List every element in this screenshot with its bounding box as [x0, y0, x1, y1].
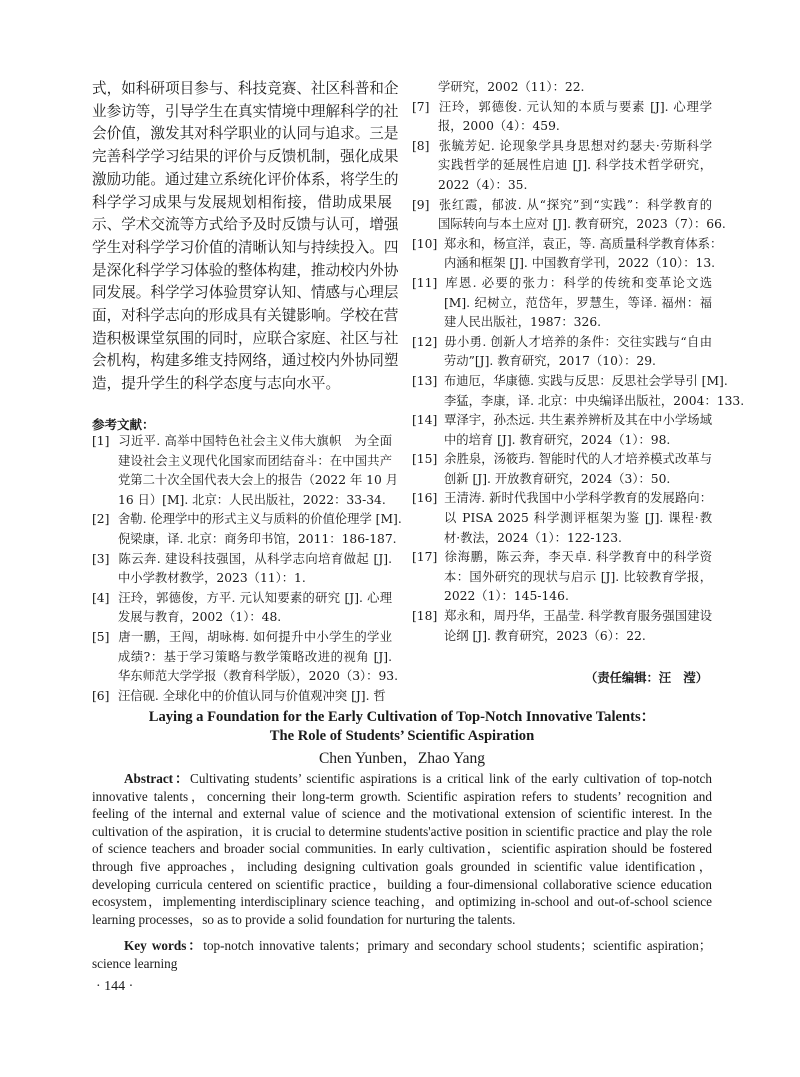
english-authors: Chen Yunben，Zhao Yang: [318, 750, 486, 767]
english-title-line-2: The Role of Students’ Scientific Aspiration: [269, 728, 535, 744]
reference-line: [412, 156, 712, 176]
reference-text: 张红霞，郁波. 从“探究”到“实践”：科学教育的: [438, 197, 712, 212]
reference-text: 毋小勇. 创新人才培养的条件：交往实践与“自由: [444, 334, 712, 349]
english-abstract: [92, 770, 712, 928]
reference-text: 建设社会主义现代化国家而团结奋斗：在中国共产: [118, 453, 392, 468]
reference-text: 倪梁康，译. 北京：商务印书馆，2011：186-187.: [118, 531, 397, 546]
reference-text: 汪玲，郭德俊，方平. 元认知要素的研究 [J]. 心理: [118, 590, 392, 605]
reference-item: [412, 489, 712, 548]
reference-number: [16]: [412, 491, 438, 506]
reference-item: [92, 550, 392, 589]
reference-text: 发展与教育，2002（1）：48.: [118, 610, 282, 625]
reference-line: [412, 117, 712, 137]
reference-item: [92, 589, 392, 628]
reference-line: [412, 352, 712, 372]
reference-number: [4]: [92, 590, 110, 605]
reference-item: [92, 432, 399, 510]
reference-number: [1]: [92, 434, 110, 448]
body-line: 完善科学学习结果的评价与反馈机制，强化成果: [92, 148, 399, 166]
reference-line: [92, 589, 392, 609]
reference-number: [7]: [412, 99, 430, 114]
reference-line: [92, 471, 399, 491]
reference-text: 布迪厄，华康德. 实践与反思：反思社会学导引 [M].: [444, 373, 728, 388]
body-line: 会价值，激发其对科学职业的认同与追求。三是: [92, 125, 399, 143]
reference-item: [412, 411, 712, 450]
reference-line: [412, 235, 723, 255]
reference-line: [412, 294, 712, 314]
reference-number: [3]: [92, 551, 110, 566]
reference-line: [412, 274, 712, 294]
english-title: [92, 708, 712, 746]
reference-number: [5]: [92, 629, 110, 644]
reference-line: [92, 491, 392, 511]
abstract-text: Cultivating students’ scientific aspirations is a critical link of the early cultivation of top-notch innovative talents，concerning their long-term growth. Scientific aspiration refers to students’ recognition and feeling of the internal and external value of science and the motivational extension of scientific interest. In the cultivation of the aspiration，it is crucial to determine students'active position in scientific practice and play the role of science teachers and broader social communities. In early cultivation，scientific aspiration should be fostered through five approaches，including designing cultivation goals grounded in scientific value identification，developing curricula centered on scientific practice，building a four-dimensional collaborative science education ecosystem，implementing interdisciplinary science teaching，and optimizing in-school and out-of-school science learning processes，so as to provide a solid foundation for nurturing the talents.: [92, 771, 712, 927]
reference-item: [412, 196, 726, 235]
reference-text: 本：国外研究的现状与启示 [J]. 比较教育学报，: [444, 569, 712, 584]
reference-number: [15]: [412, 452, 438, 467]
reference-text: 中的培育 [J]. 教育研究，2024（1）：98.: [444, 432, 671, 447]
reference-item: [412, 450, 712, 489]
page-number: · 144 ·: [96, 979, 134, 994]
reference-line: [412, 392, 745, 412]
body-line: 激励功能。通过建立系统化评价体系，将学生的: [92, 170, 399, 188]
reference-number: [14]: [412, 413, 438, 428]
reference-number: [10]: [412, 236, 438, 251]
reference-text: 以 PISA 2025 科学测评框架为鉴 [J]. 课程·教: [444, 511, 712, 526]
reference-text: 李猛，李康，译. 北京：中央编译出版社，2004：133.: [444, 393, 745, 408]
reference-line: [92, 667, 399, 687]
reference-item: [412, 137, 712, 196]
reference-text: 实践哲学的延展性启迪 [J]. 科学技术哲学研究，: [438, 158, 712, 173]
reference-item: [412, 274, 712, 333]
reference-line: [412, 529, 712, 549]
reference-item: [92, 687, 392, 707]
reference-text: 汪信砚. 全球化中的价值认同与价值观冲突 [J]. 哲: [118, 688, 386, 703]
reference-text: 覃泽宇，孙杰远. 共生素养辨析及其在中小学场域: [444, 413, 712, 428]
reference-line: [412, 470, 712, 490]
reference-line: [92, 608, 392, 628]
reference-item: [412, 333, 712, 372]
reference-text: 库恩. 必要的张力：科学的传统和变革论文选: [444, 275, 712, 290]
reference-number: [11]: [412, 275, 438, 290]
reference-text: 舍勒. 伦理学中的形式主义与质料的价值伦理学 [M].: [118, 512, 402, 527]
body-line: 会机构，构建多维支持网络，通过校内外协同塑: [92, 352, 399, 370]
reference-text: 华东师范大学学报（教育科学版），2020（3）：93.: [118, 669, 399, 684]
reference-text: 张毓芳妃. 论现象学具身思想对约瑟夫·劳斯科学: [438, 138, 712, 153]
reference-text: 2022（1）：145-146.: [444, 589, 569, 604]
reference-line: [412, 568, 712, 588]
reference-line: [92, 648, 392, 668]
reference-text: 徐海鹏，陈云奔，李天卓. 科学教育中的科学资: [444, 550, 712, 565]
reference-text: 内涵和框架 [J]. 中国教育学刊，2022（10）：13.: [444, 256, 716, 271]
reference-line: [412, 509, 712, 529]
reference-line: [92, 628, 392, 648]
reference-text: 材·教法，2024（1）：122-123.: [444, 530, 622, 545]
reference-item: [412, 78, 712, 98]
reference-line: [412, 411, 712, 431]
reference-line: [412, 313, 712, 333]
reference-line: [92, 510, 402, 530]
reference-line: [412, 587, 712, 607]
reference-text: [M]. 纪树立，范岱年，罗慧生，等译. 福州：福: [444, 295, 712, 310]
body-line: 造，提升学生的科学态度与志向水平。: [92, 375, 341, 393]
reference-number: [8]: [412, 138, 430, 153]
reference-line: [412, 431, 712, 451]
reference-item: [412, 98, 712, 137]
body-line: 造积极课堂氛围的同时，应联合家庭、社区与社: [92, 329, 399, 347]
reference-number: [17]: [412, 550, 438, 565]
reference-line: [412, 372, 728, 392]
reference-line: [92, 452, 392, 472]
body-line: 是深化科学学习体验的整体构建，推动校内外协: [92, 261, 399, 279]
reference-line: [412, 607, 712, 627]
body-line: 同发展。科学学习体验贯穿认知、情感与心理层: [92, 284, 399, 302]
reference-text: 创新 [J]. 开放教育研究，2024（3）：50.: [444, 471, 671, 486]
reference-line: [412, 627, 712, 647]
references-right-column: [412, 78, 745, 646]
reference-text: 郑永和，周丹华，王晶莹. 科学教育服务强国建设: [444, 609, 712, 624]
reference-item: [412, 607, 712, 646]
reference-number: [18]: [412, 609, 438, 624]
english-keywords: [92, 937, 712, 972]
reference-text: 王清涛. 新时代我国中小学科学教育的发展路向：: [444, 491, 712, 506]
reference-text: 汪玲，郭德俊. 元认知的本质与要素 [J]. 心理学: [438, 99, 712, 114]
reference-line: [412, 98, 712, 118]
reference-item: [412, 235, 723, 274]
body-line: 科学学习成果与发展规划相衔接，借助成果展: [92, 193, 392, 211]
abstract-label: Abstract：: [124, 771, 191, 786]
reference-number: [12]: [412, 334, 438, 349]
reference-text: 报，2000（4）：459.: [438, 119, 560, 134]
reference-line: [92, 550, 392, 570]
reference-line: [412, 450, 712, 470]
reference-text: 余胜泉，汤筱玙. 智能时代的人才培养模式改革与: [444, 452, 712, 467]
reference-line: [92, 569, 392, 589]
reference-text: 陈云奔. 建设科技强国，从科学志向培育做起 [J].: [118, 551, 392, 566]
reference-number: [9]: [412, 197, 430, 212]
references-title: 参考文献：: [92, 417, 155, 432]
reference-text: 建人民出版社，1987：326.: [444, 315, 602, 330]
reference-text: 2022（4）：35.: [438, 177, 528, 192]
keywords-label: Key words：: [124, 938, 204, 953]
reference-text: 劳动”[J]. 教育研究，2017（10）：29.: [444, 354, 656, 369]
reference-line: [412, 489, 712, 509]
reference-text: 习近平. 高举中国特色社会主义伟大旗帜 为全面: [118, 434, 392, 448]
reference-number: [13]: [412, 373, 438, 388]
references-left-column: [92, 432, 402, 706]
keywords-text: top-notch innovative talents；primary and secondary school students；scientific aspiration；science learning: [92, 938, 712, 971]
reference-line: [412, 333, 712, 353]
reference-number: [6]: [92, 688, 110, 703]
reference-text: 国际转向与本土应对 [J]. 教育研究，2023（7）：66.: [438, 217, 726, 232]
reference-line: [92, 530, 397, 550]
body-line: 学生对科学学习价值的清晰认知与持续投入。四: [92, 238, 399, 256]
body-line: 业参访等，引导学生在真实情境中理解科学的社: [92, 102, 399, 120]
reference-line: [92, 432, 392, 452]
reference-line: [412, 196, 712, 216]
reference-item: [92, 510, 402, 549]
reference-text: 唐一鹏，王闯，胡咏梅. 如何提升中小学生的学业: [118, 629, 392, 644]
reference-number: [2]: [92, 512, 110, 527]
reference-text: 党第二十次全国代表大会上的报告（2022 年 10 月: [118, 473, 399, 488]
reference-text: 中小学教材教学，2023（11）：1.: [118, 571, 306, 586]
reference-line: [412, 137, 712, 157]
reference-item: [412, 372, 745, 411]
body-text: [92, 78, 399, 396]
reference-line: [412, 548, 712, 568]
responsible-editor: （责任编辑：汪 滢）: [585, 671, 708, 685]
reference-line: [412, 215, 726, 235]
reference-line: [412, 78, 712, 98]
reference-text: 郑永和，杨宣洋，袁正，等. 高质量科学教育体系：: [444, 236, 723, 251]
reference-text: 学研究，2002（11）：22.: [438, 80, 585, 94]
english-title-line-1: Laying a Foundation for the Early Cultivation of Top-Notch Innovative Talents：: [148, 709, 656, 725]
reference-text: 论纲 [J]. 教育研究，2023（6）：22.: [444, 628, 646, 643]
reference-line: [412, 176, 712, 196]
reference-item: [92, 628, 399, 687]
body-line: 式，如科研项目参与、科技竞赛、社区科普和企: [92, 80, 399, 97]
reference-line: [412, 254, 716, 274]
reference-line: [92, 687, 392, 707]
reference-item: [412, 548, 712, 607]
reference-text: 成绩?：基于学习策略与教学策略改进的视角 [J].: [118, 649, 392, 664]
body-line: 面，对科学志向的形成具有关键影响。学校在营: [92, 307, 399, 325]
body-line: 示、学术交流等方式给予及时反馈与认可，增强: [92, 216, 399, 234]
reference-text: 16 日）[M]. 北京：人民出版社，2022：33-34.: [118, 492, 386, 507]
